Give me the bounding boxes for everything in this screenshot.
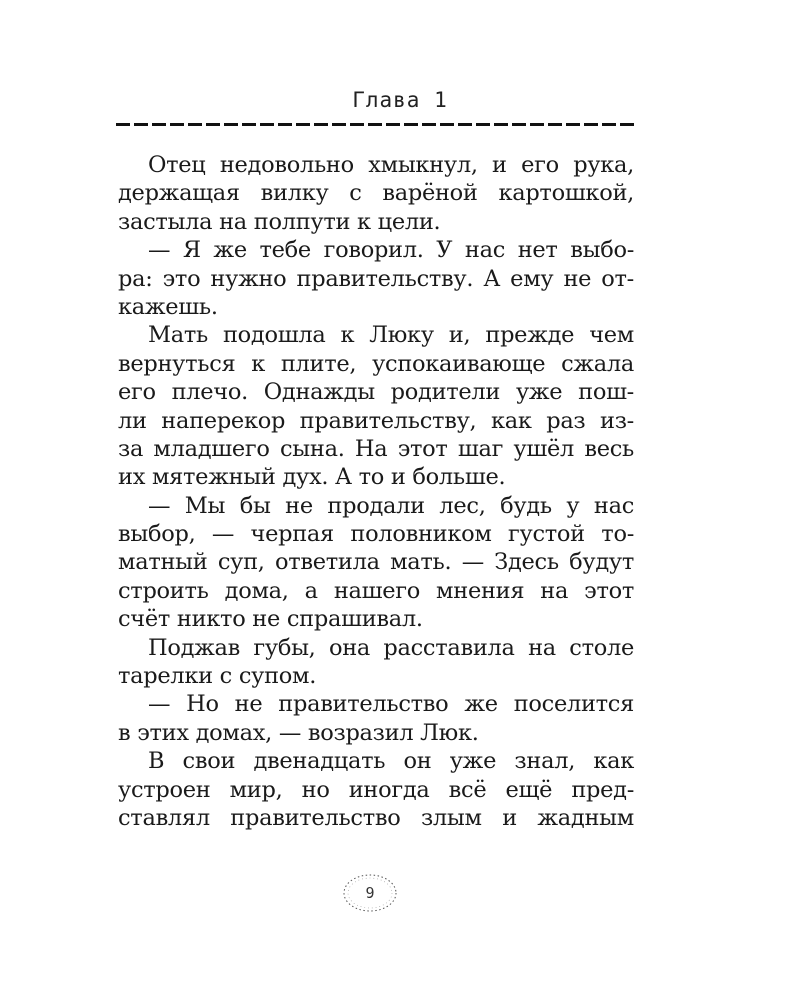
- text-line: за младшего сына. На этот шаг ушёл весь: [118, 435, 634, 462]
- text-line: Поджав губы, она расставила на столе: [148, 634, 634, 661]
- chapter-title-divider: [116, 123, 636, 126]
- text-line: Мать подошла к Люку и, прежде чем: [148, 322, 634, 349]
- text-line: застыла на полпути к цели.: [118, 208, 441, 235]
- text-line: тарелки с супом.: [118, 663, 317, 690]
- text-line: вернуться к плите, успокаивающе сжала: [118, 350, 634, 377]
- text-line: матный суп, ответила мать. — Здесь будут: [118, 549, 634, 576]
- text-line: его плечо. Однажды родители уже пош-: [118, 379, 634, 406]
- text-line: их мятежный дух. А то и больше.: [118, 464, 506, 491]
- text-line: строить дома, а нашего мнения на этот: [118, 577, 634, 604]
- text-line: ли наперекор правительству, как раз из-: [118, 407, 634, 434]
- text-line: — Я же тебе говорил. У нас нет выбо-: [148, 237, 634, 264]
- text-line: кажешь.: [118, 293, 218, 320]
- text-line: Отец недовольно хмыкнул, и его рука,: [148, 152, 634, 178]
- text-line: выбор, — черпая половником густой то-: [118, 521, 634, 548]
- text-line: — Мы бы не продали лес, будь у нас: [148, 492, 634, 519]
- text-line: ставлял правительство злым и жадным: [118, 804, 634, 831]
- text-line: устроен мир, но иногда всё ещё пред-: [118, 776, 634, 803]
- text-line: счёт никто не спрашивал.: [118, 606, 423, 633]
- text-line: в этих домах, — возразил Люк.: [118, 719, 479, 746]
- text-line: ра: это нужно правительству. А ему не от-: [118, 265, 634, 292]
- text-line: держащая вилку с варёной картошкой,: [118, 180, 634, 207]
- chapter-title: Глава 1: [352, 88, 448, 112]
- text-line: — Но не правительство же поселится: [148, 691, 634, 718]
- page-number: 9: [365, 884, 375, 902]
- page-number-ornament: [341, 872, 399, 914]
- body-text: [118, 151, 634, 832]
- text-line: В свои двенадцать он уже знал, как: [148, 748, 634, 775]
